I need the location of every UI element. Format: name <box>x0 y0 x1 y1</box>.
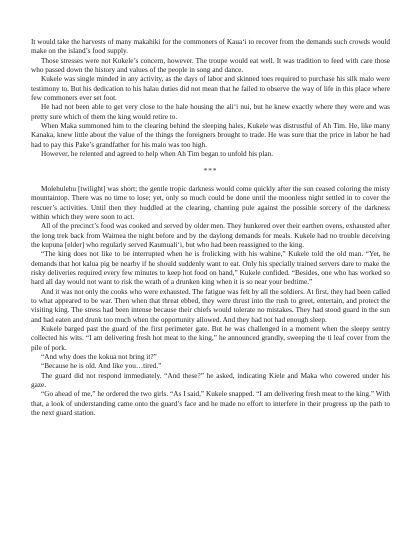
section-separator: *** <box>203 167 218 176</box>
paragraph: “Go ahead of me,” he ordered the two girls. “As I said,” Kukele snapped. “I am delivering fresh meat to the king.” With that, a look of understanding came onto the guard’s face and he made no effort to interfere in their progress up the path to the next guard station. <box>31 390 390 418</box>
paragraph: All of the precinct’s food was cooked and served by older men. They hunkered over their earthen ovens, exhausted after the long trek back from Waimea the night before and by the daylong demands for meals. Kukele had no trouble deceiving the kupuna [elder] who regularly served Kaumuali‘i, but who had been reassigned to the king. <box>31 222 390 249</box>
paragraph: Kukele was single minded in any activity, as the days of labor and skinned toes required to purchase his silk malo were testimony to. But his dedication to his halau duties did not mean that he failed to observe the way of life in this place where few commoners ever set foot. <box>31 75 390 103</box>
paragraph: “The king does not like to be interrupted when he is frolicking with his wahine,” Kukele told the old man. “Yet, he demands that hot kalua pig be nearby if he should suddenly want to eat. Only his specially trained servers dare to make the risky deliveries required every few minutes to keep hot food on hand,” Kukele confided. “Besides, one who has worked so hard all day would not want to risk the wrath of a drunken king when it is so near your bedtime.” <box>31 250 390 287</box>
paragraph: And it was not only the cooks who were exhausted. The fatigue was felt by all the soldiers. At first, they had been called to what appeared to be war. Then when that threat ebbed, they were thrust into the rush to greet, entertain, and protect the visiting king. The stress had been intense because their chiefs would tolerate no mistakes. They had stood guard in the sun and had eaten and drunk too much when the opportunity allowed. And they had not had enough sleep. <box>31 287 390 324</box>
page-text <box>31 38 390 418</box>
paragraph: “Because he is old. And like you…tired.” <box>41 362 162 371</box>
paragraph: Molehulehu [twilight] was short; the gentle tropic darkness would come quickly after the sun ceased coloring the misty mountaintop. There was no time to lose; yet, only so much could be done until the moonless night settled in to cover the rescuer’s activities. Until then they huddled at the clearing, chanting pule against the possible sorcery of the darkness within which they were soon to act. <box>31 184 390 221</box>
paragraph: It would take the harvests of many makahiki for the commoners of Kaua‘i to recover from the demands such crowds would make on the island’s food supply. <box>31 38 390 56</box>
paragraph: When Maka summoned him to the clearing behind the sleeping hales, Kukele was distrustful of Ah Tim. He, like many Kanaka, knew little about the value of the things the foreigners brought to trade. He was sure that the price in labor he had had to pay this Pake’s grandfather for his malo was too high. <box>31 122 390 149</box>
paragraph: The guard did not respond immediately. “And these?” he asked, indicating Kiele and Maka who cowered under his gaze. <box>31 371 390 390</box>
paragraph: Kukele barged past the guard of the first perimeter gate. But he was challenged in a moment when the sleepy sentry collected his wits. “I am delivering fresh hot meat to the king,” he announced grandly, sweeping the ti leaf cover from the pile of pork. <box>31 324 390 352</box>
paragraph: Those stresses were not Kukele’s concern, however. The troupe would eat well. It was tradition to feed with care those who passed down the history and values of the people in song and dance. <box>31 56 390 75</box>
paragraph: However, he relented and agreed to help when Ah Tim began to unfold his plan. <box>41 150 274 159</box>
paragraph: “And why does the kokua not bring it?” <box>41 353 157 361</box>
paragraph: He had not been able to get very close to the hale housing the ali‘i nui, but he knew exactly where they were and was pretty sure which of them the king would retire to. <box>31 103 390 121</box>
